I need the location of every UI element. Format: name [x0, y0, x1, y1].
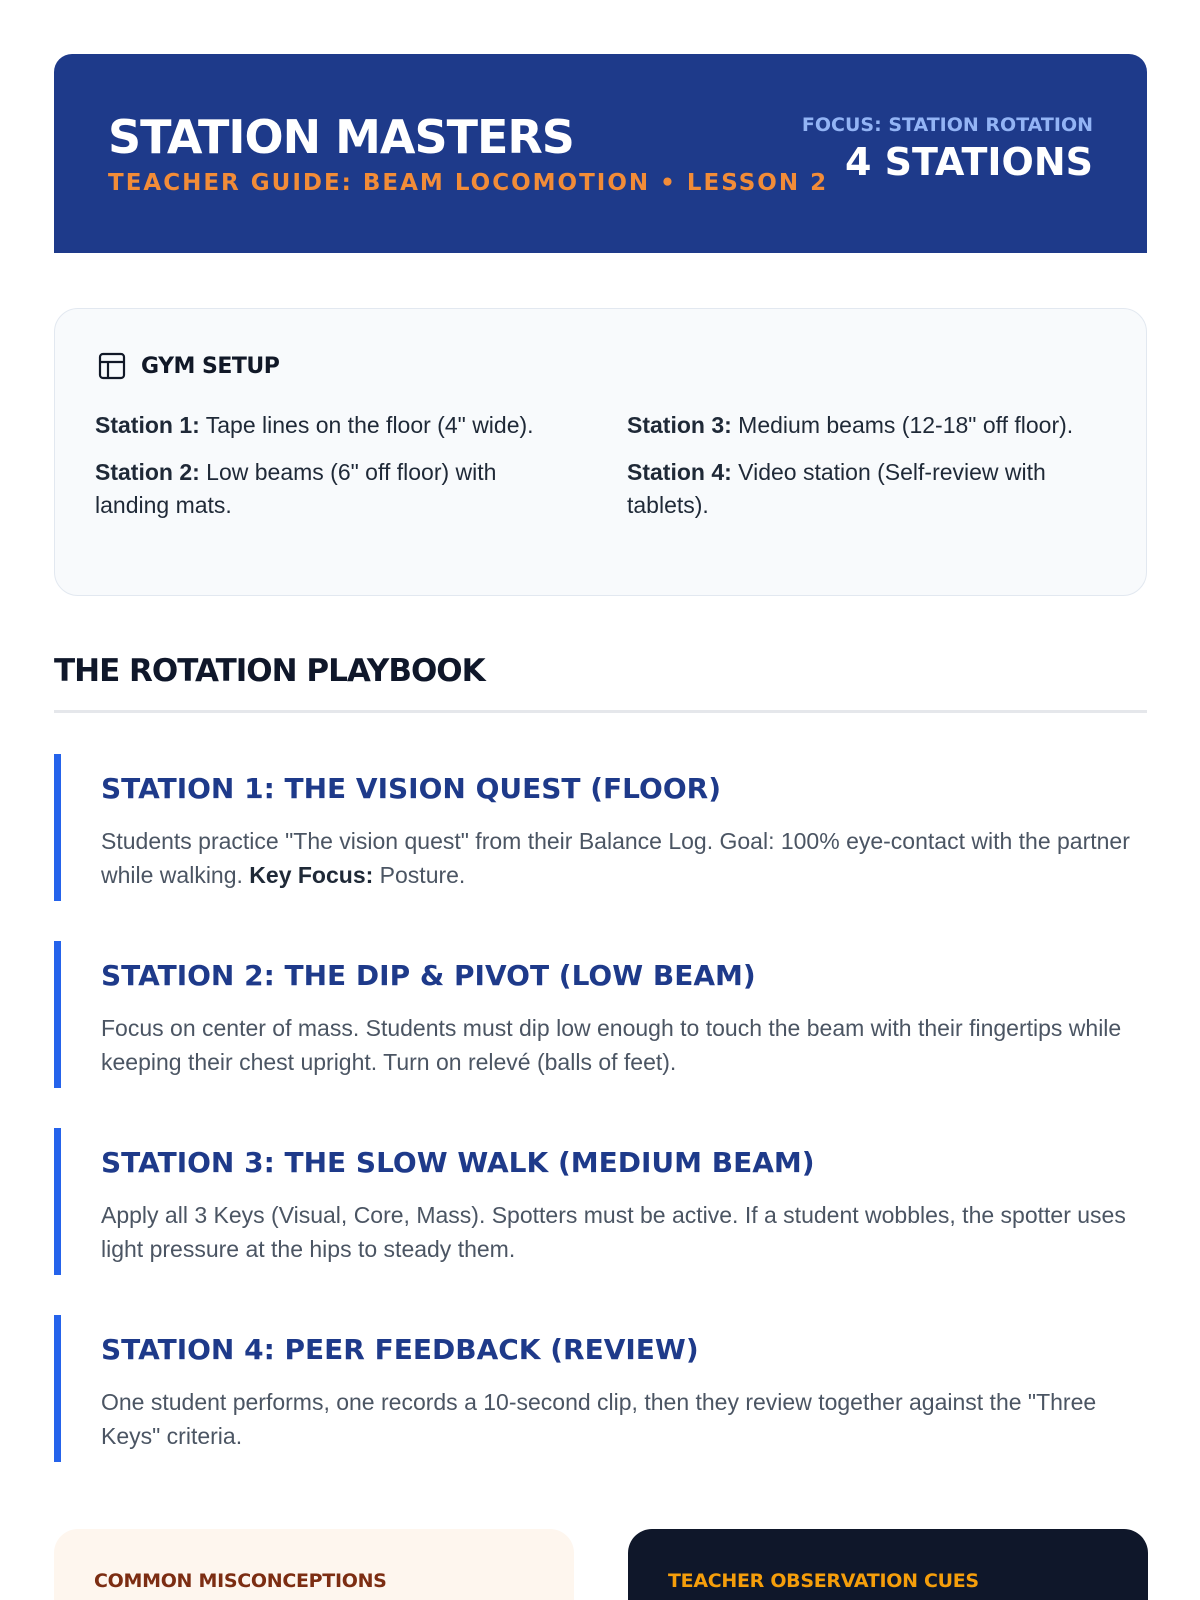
setup-item-label: Station 1:	[95, 412, 200, 438]
station-title: STATION 1: THE VISION QUEST (FLOOR)	[101, 772, 721, 805]
layout-icon	[97, 351, 127, 381]
setup-item-text: Tape lines on the floor (4" wide).	[199, 412, 534, 438]
gym-setup-card	[54, 308, 1147, 596]
gym-setup-title: GYM SETUP	[141, 353, 280, 379]
key-focus-label: Key Focus:	[249, 862, 374, 888]
section-divider	[54, 710, 1147, 713]
station-description	[101, 824, 1161, 892]
station-block-2	[54, 941, 1154, 1088]
setup-column-left	[95, 409, 575, 536]
misconceptions-title: COMMON MISCONCEPTIONS	[94, 1570, 387, 1592]
setup-column-right	[627, 409, 1107, 536]
header-banner	[54, 54, 1147, 253]
misconceptions-card	[54, 1529, 574, 1600]
setup-item-text: Medium beams (12-18" off floor).	[731, 412, 1074, 438]
station-description: One student performs, one records a 10-second clip, then they review together against the "Three Keys" criteria.	[101, 1389, 1097, 1449]
setup-item-label: Station 4:	[627, 459, 732, 485]
setup-item-text: Video station (Self-review with tablets).	[627, 459, 1046, 518]
station-description: Focus on center of mass. Students must dip low enough to touch the beam with their fingertips while keeping their chest upright. Turn on relevé (balls of feet).	[101, 1015, 1122, 1075]
setup-item-text: Low beams (6" off floor) with landing mats.	[95, 459, 497, 518]
station-block-1	[54, 754, 1154, 901]
section-title: THE ROTATION PLAYBOOK	[54, 653, 485, 689]
setup-item-station-3	[627, 409, 1107, 442]
observation-cues-card	[628, 1529, 1148, 1600]
gym-setup-heading	[97, 351, 279, 381]
stations-count: 4 STATIONS	[844, 140, 1093, 184]
focus-label: FOCUS: STATION ROTATION	[801, 114, 1093, 136]
page-subtitle: TEACHER GUIDE: BEAM LOCOMOTION • LESSON 2	[108, 170, 829, 196]
station-title: STATION 4: PEER FEEDBACK (REVIEW)	[101, 1333, 699, 1366]
setup-item-station-2	[95, 456, 575, 522]
station-title: STATION 3: THE SLOW WALK (MEDIUM BEAM)	[101, 1146, 815, 1179]
station-description: Apply all 3 Keys (Visual, Core, Mass). Spotters must be active. If a student wobbles, the spotter uses light pressure at the hips to steady them.	[101, 1202, 1126, 1262]
key-focus-text: Posture.	[373, 862, 466, 888]
station-title: STATION 2: THE DIP & PIVOT (LOW BEAM)	[101, 959, 756, 992]
setup-item-label: Station 3:	[627, 412, 732, 438]
station-block-3	[54, 1128, 1154, 1275]
station-description-text: Students practice "The vision quest" from their Balance Log. Goal: 100% eye-contact with the partner while walking.	[101, 828, 1130, 888]
header-meta	[802, 114, 1093, 184]
setup-item-station-1	[95, 409, 575, 442]
observation-cues-title: TEACHER OBSERVATION CUES	[668, 1570, 979, 1592]
setup-item-label: Station 2:	[95, 459, 200, 485]
station-block-4	[54, 1315, 1154, 1462]
page-title: STATION MASTERS	[108, 110, 574, 164]
setup-item-station-4	[627, 456, 1107, 522]
